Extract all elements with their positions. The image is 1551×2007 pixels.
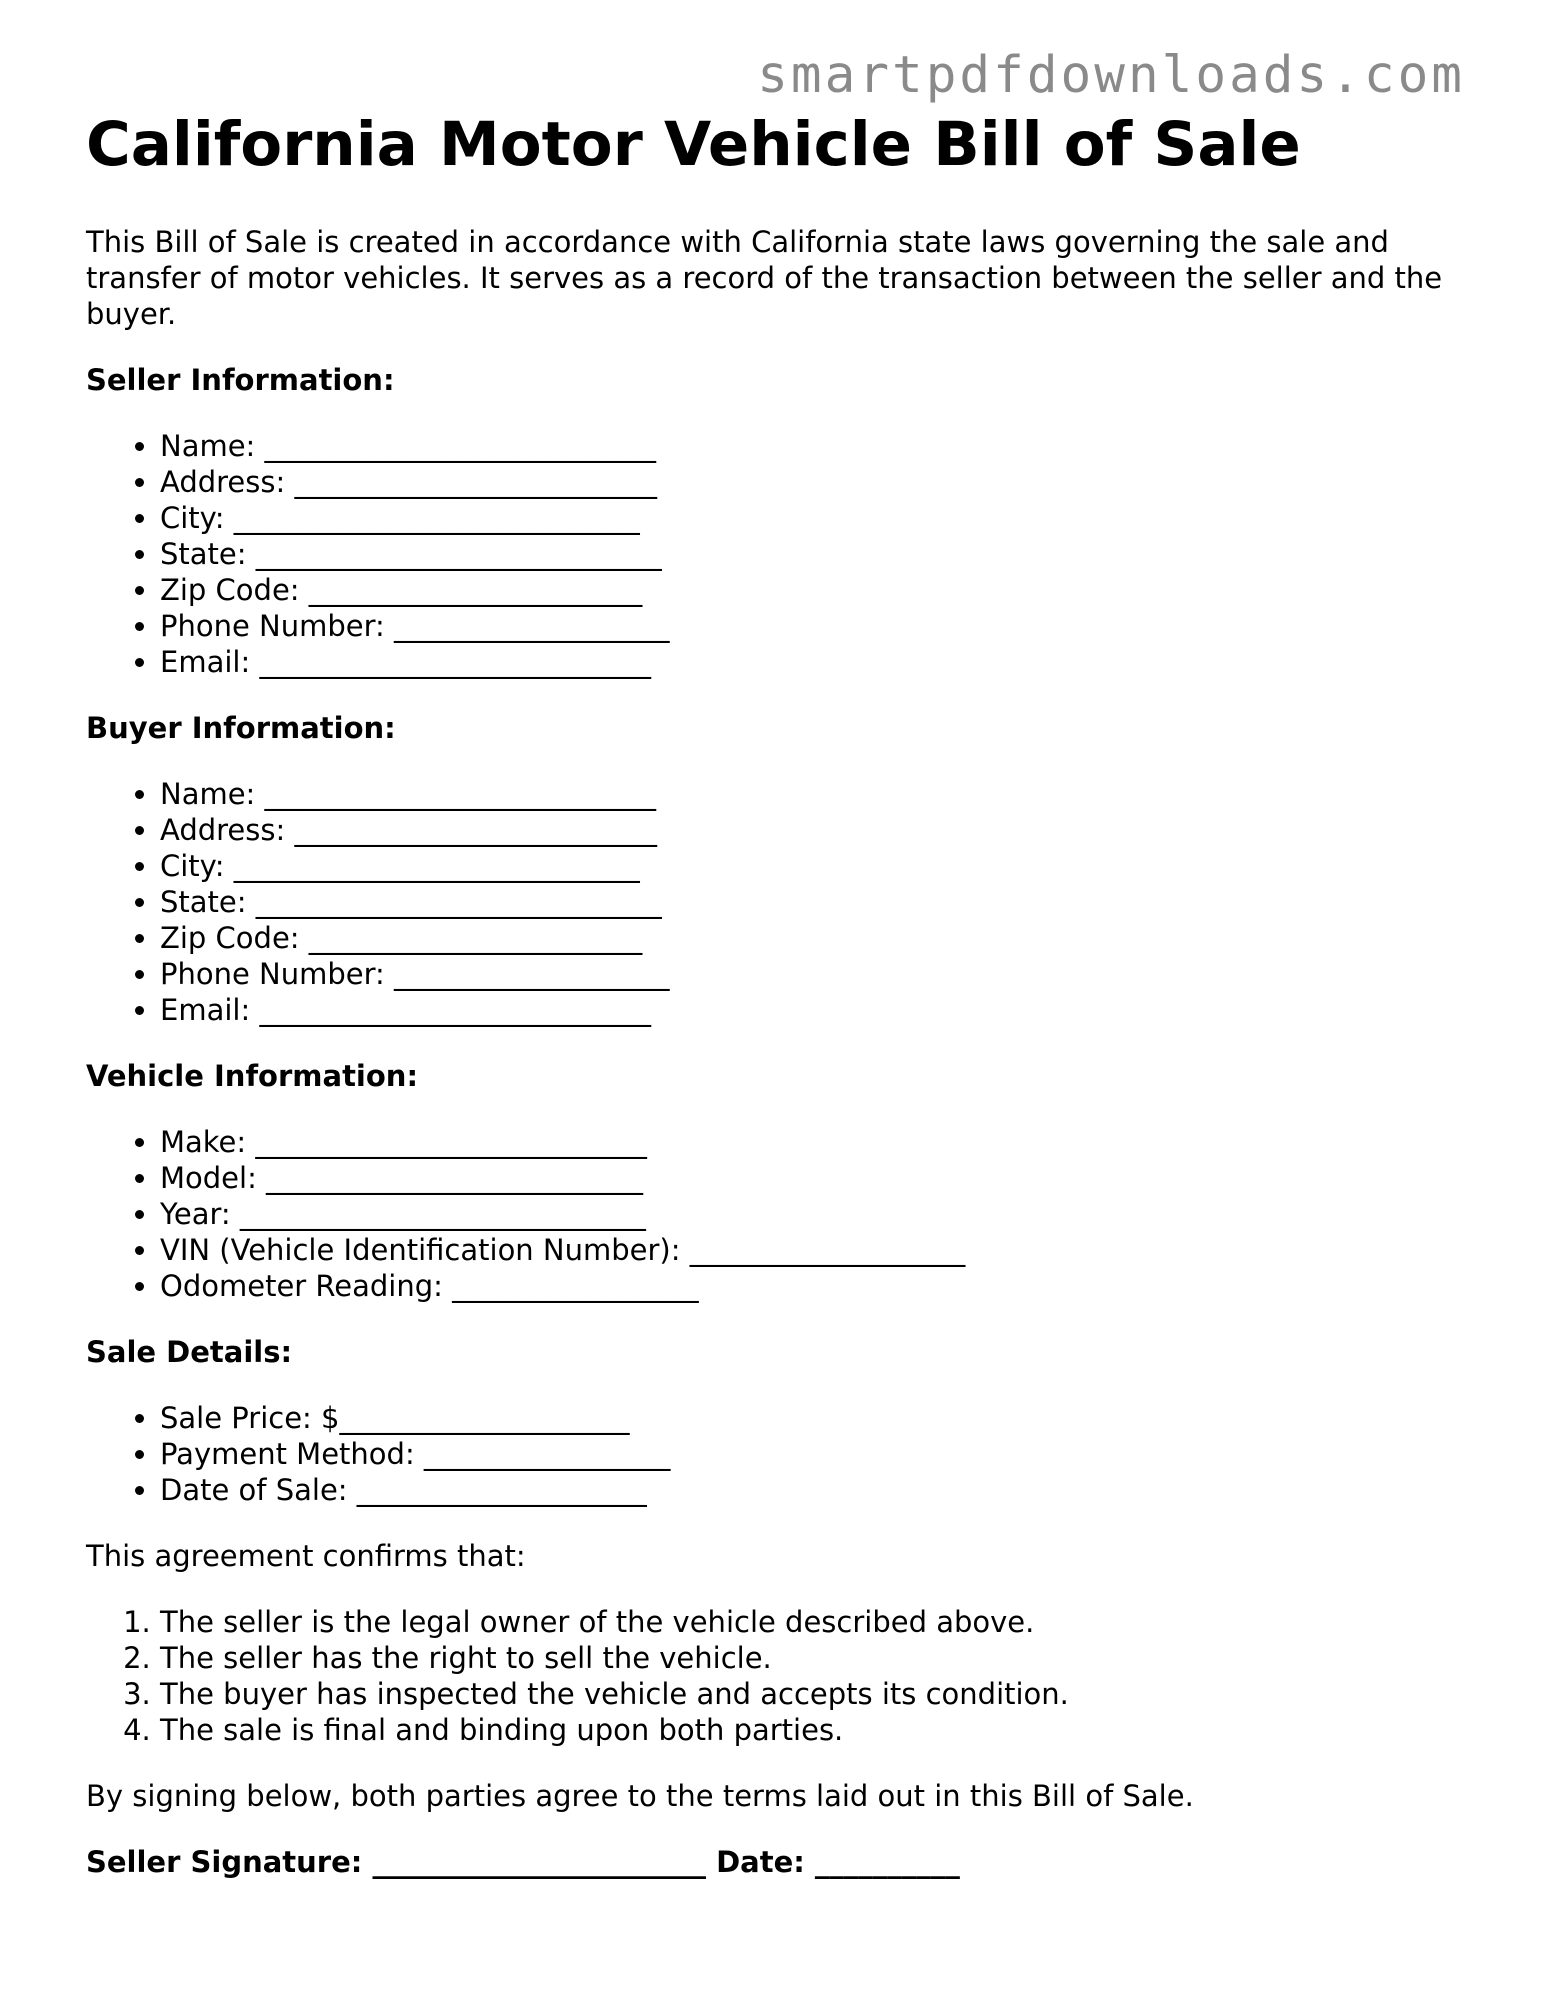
vehicle-year-field: • Year: ____________________________ <box>160 1196 1466 1232</box>
sale-heading: Sale Details: <box>86 1335 293 1369</box>
seller-fields-list <box>86 428 1466 680</box>
vehicle-odometer-field: • Odometer Reading: _________________ <box>160 1268 1466 1304</box>
sale-fields-list <box>86 1400 1466 1508</box>
sale-price-field: • Sale Price: $____________________ <box>160 1400 1466 1436</box>
watermark: smartpdfdownloads.com <box>757 46 1465 105</box>
seller-name-field: • Name: ___________________________ <box>160 428 1466 464</box>
buyer-name-field: • Name: ___________________________ <box>160 776 1466 812</box>
vehicle-fields-list <box>86 1124 1466 1304</box>
vehicle-model-field: • Model: __________________________ <box>160 1160 1466 1196</box>
agreement-item: 2. The seller has the right to sell the vehicle. <box>160 1640 1466 1676</box>
vehicle-vin-field: • VIN (Vehicle Identification Number): ___________________ <box>160 1232 1466 1268</box>
buyer-city-field: • City: ____________________________ <box>160 848 1466 884</box>
agreement-intro: This agreement confirms that: <box>86 1539 526 1573</box>
seller-address-field: • Address: _________________________ <box>160 464 1466 500</box>
agreement-item: 1. The seller is the legal owner of the vehicle described above. <box>160 1604 1466 1640</box>
payment-method-field: • Payment Method: _________________ <box>160 1436 1466 1472</box>
buyer-email-field: • Email: ___________________________ <box>160 992 1466 1028</box>
buyer-fields-list <box>86 776 1466 1028</box>
vehicle-make-field: • Make: ___________________________ <box>160 1124 1466 1160</box>
buyer-address-field: • Address: _________________________ <box>160 812 1466 848</box>
seller-email-field: • Email: ___________________________ <box>160 644 1466 680</box>
agreement-item: 4. The sale is final and binding upon both parties. <box>160 1712 1466 1748</box>
date-of-sale-field: • Date of Sale: ____________________ <box>160 1472 1466 1508</box>
buyer-state-field: • State: ____________________________ <box>160 884 1466 920</box>
seller-phone-field: • Phone Number: ___________________ <box>160 608 1466 644</box>
agreement-list <box>86 1604 1466 1748</box>
buyer-heading: Buyer Information: <box>86 711 396 745</box>
agreement-item: 3. The buyer has inspected the vehicle and accepts its condition. <box>160 1676 1466 1712</box>
seller-city-field: • City: ____________________________ <box>160 500 1466 536</box>
closing-paragraph: By signing below, both parties agree to the terms laid out in this Bill of Sale. <box>86 1779 1194 1813</box>
buyer-zip-field: • Zip Code: _______________________ <box>160 920 1466 956</box>
seller-zip-field: • Zip Code: _______________________ <box>160 572 1466 608</box>
vehicle-heading: Vehicle Information: <box>86 1059 419 1093</box>
seller-heading: Seller Information: <box>86 363 395 397</box>
intro-paragraph: This Bill of Sale is created in accordance with California state laws governing the sale and transfer of motor vehicles. It serves as a record of the transaction between the seller and the buyer. <box>86 225 1443 331</box>
document-body <box>86 224 1466 1880</box>
document-title: California Motor Vehicle Bill of Sale <box>86 109 1301 180</box>
buyer-phone-field: • Phone Number: ___________________ <box>160 956 1466 992</box>
seller-signature-line: Seller Signature: _______________________ Date: __________ <box>86 1845 960 1879</box>
seller-state-field: • State: ____________________________ <box>160 536 1466 572</box>
